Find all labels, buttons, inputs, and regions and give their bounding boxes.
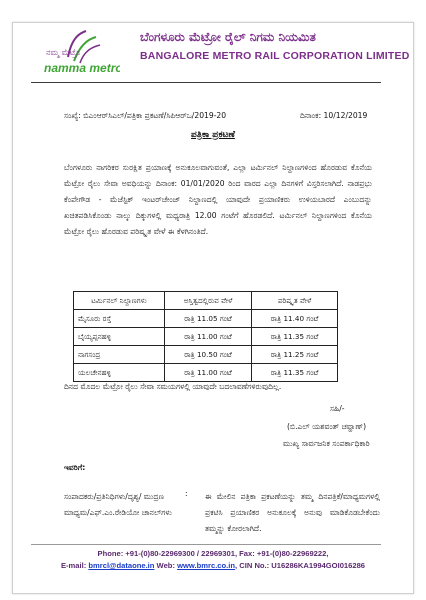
- signature-mark: ಸಹಿ/-: [330, 404, 345, 413]
- terminal-cell: ಬೈಯ್ಯಪ್ಪನಹಳ್ಳಿ: [74, 328, 165, 346]
- existing-time-cell: ರಾತ್ರಿ 11.00 ಗಂಟೆ: [165, 364, 252, 382]
- document-date: ದಿನಾಂಕ: 10/12/2019: [300, 111, 368, 120]
- cin-number: , CIN No.: U16286KA1994GOI016286: [235, 561, 366, 570]
- terminal-cell: ನಾಗಸಂದ್ರ: [74, 346, 165, 364]
- header-revised-time: ಪರಿಷ್ಕೃತ ವೇಳೆ: [252, 292, 338, 310]
- revised-time-cell: ರಾತ್ರಿ 11.35 ಗಂಟೆ: [252, 328, 338, 346]
- logo-text-kn: ನಮ್ಮ ಮೆಟ್ರೊ: [46, 48, 81, 57]
- org-name-english: BANGALORE METRO RAIL CORPORATION LIMITED: [140, 50, 410, 62]
- document-title: ಪತ್ರಿಕಾ ಪ್ರಕಟಣೆ: [191, 130, 235, 140]
- header-divider: [31, 82, 381, 83]
- header-terminal: ಟರ್ಮಿನಲ್ ನಿಲ್ದಾಣಗಳು: [74, 292, 165, 310]
- body-paragraph: ಬೆಂಗಳೂರು ನಾಗರಿಕರ ಸುರಕ್ಷಿತ ಪ್ರಯಾಣಕ್ಕೆ ಅನುಕೂಲವಾಗುವಂತೆ, ಎಲ್ಲಾ ಟರ್ಮಿನಲ್ ನಿಲ್ದಾಣಗಳಿಂದ ಹೊರಡುವ ಕೊನೆಯ ಮೆಟ್ರೋ ರೈಲು ಸೇವಾ ಅವಧಿಯನ್ನು ದಿನಾಂಕ: 01/01/2020 ರಿಂದ ವಾರದ ಎಲ್ಲಾ ದಿನಗಳಿಗೆ ವಿಸ್ತರಿಸಲಾಗಿದೆ. ನಾಡಪ್ರಭು ಕೆಂಪೇಗೌಡ - ಮೆಜೆಸ್ಟಿಕ್ ಇಂಟರ್‌ಚೇಂಜ್ ನಿಲ್ದಾಣದಲ್ಲಿ ಯಾವುದೇ ಪ್ರಯಾಣಿಕರು ಉಳಿಯಬಾರದೆ ಎಂಬುದನ್ನು ಖಚಿತಪಡಿಸಿಕೊಂಡು ನಾಲ್ಕು ದಿಕ್ಕುಗಳಲ್ಲಿ ಮಧ್ಯರಾತ್ರಿ 12.00 ಗಂಟೆಗೆ ಹೊರಡಲಿದೆ. ಟರ್ಮಿನಲ್ ನಿಲ್ದಾಣಗಳಿಂದ ಕೊನೆಯ ಮೆಟ್ರೋ ರೈಲು ಹೊರಡುವ ಪರಿಷ್ಕೃತ ವೇಳೆ ಈ ಕೆಳಗಿನಂತಿದೆ.: [64, 163, 372, 236]
- namma-metro-logo: [40, 27, 120, 77]
- revised-time-cell: ರಾತ್ರಿ 11.25 ಗಂಟೆ: [252, 346, 338, 364]
- terminal-cell: ಯಲಚೇನಹಳ್ಳಿ: [74, 364, 165, 382]
- website-link[interactable]: www.bmrc.co.in: [177, 561, 236, 570]
- existing-time-cell: ರಾತ್ರಿ 10.50 ಗಂಟೆ: [165, 346, 252, 364]
- signatory-designation: ಮುಖ್ಯ ಸಾರ್ವಜನಿಕ ಸಂಪರ್ಕಾಧಿಕಾರಿ: [283, 439, 370, 448]
- reference-number: ಸಂಖ್ಯೆ: ಬಿಎಂಆರ್‌ಸಿಎಲ್/ಪತ್ರಿಕಾ ಪ್ರಕಟಣೆ/ಸಿಪಿಆರ್‌ಒ/2019-20: [64, 111, 227, 120]
- table-header-row: [74, 292, 338, 310]
- footer-contact-web: [0, 561, 426, 570]
- table-row: [74, 310, 338, 328]
- org-name-kannada: ಬೆಂಗಳೂರು ಮೆಟ್ರೋ ರೈಲ್ ನಿಗಮ ನಿಯಮಿತ: [140, 30, 316, 44]
- first-train-note: ದಿನದ ಮೊದಲ ಮೆಟ್ರೋ ರೈಲು ಸೇವಾ ಸಮಯಗಳಲ್ಲಿ ಯಾವುದೇ ಬದಲಾವಣೆಗಳಿರುವುದಿಲ್ಲ.: [64, 382, 282, 391]
- footer-contact-phone: Phone: +91-(0)80-22969300 / 22969301, Fax: +91-(0)80-22969222,: [97, 549, 329, 558]
- revised-time-cell: ರಾತ್ರಿ 11.35 ಗಂಟೆ: [252, 364, 338, 382]
- publication-request: ಈ ಮೇಲಿನ ಪತ್ರಿಕಾ ಪ್ರಕಟಣೆಯನ್ನು ತಮ್ಮ ದಿನಪತ್ರಿಕೆ/ಮಾಧ್ಯಮಗಳಲ್ಲಿ ಪ್ರಕಟಿಸಿ ಪ್ರಯಾಣಿಕರ ಅನುಕೂಲಕ್ಕೆ ಅನುವು ಮಾಡಿಕೊಡಬೇಕೆಂದು ತಮ್ಮನ್ನು ಕೋರಲಾಗಿದೆ.: [205, 492, 380, 533]
- table-row: [74, 328, 338, 346]
- email-prefix: E-mail:: [60, 561, 89, 570]
- email-link[interactable]: bmrcl@dataone.in: [88, 561, 155, 570]
- web-prefix: Web:: [154, 561, 178, 570]
- terminal-cell: ಮೈಸೂರು ರಸ್ತೆ: [74, 310, 165, 328]
- table-row: [74, 364, 338, 382]
- recipients-list: ಸಂಪಾದಕರು/ಪ್ರತಿನಿಧಿಗಳು/ದೃಶ್ಯ/ ಮುದ್ರಣ ಮಾಧ್ಯಮ/ಎಫ್.ಎಂ.ರೇಡಿಯೋ ಚಾನಲ್‌ಗಳು: [64, 492, 172, 517]
- signatory-name: (ಬಿ.ಎಲ್ ಯಶವಂತ್ ಚವ್ಹಾಣ್): [287, 422, 367, 431]
- metro-logo-graphic: [40, 27, 120, 77]
- table-row: [74, 346, 338, 364]
- timings-table: [73, 291, 338, 382]
- revised-time-cell: ರಾತ್ರಿ 11.40 ಗಂಟೆ: [252, 310, 338, 328]
- existing-time-cell: ರಾತ್ರಿ 11.00 ಗಂಟೆ: [165, 328, 252, 346]
- existing-time-cell: ರಾತ್ರಿ 11.05 ಗಂಟೆ: [165, 310, 252, 328]
- logo-text-en: namma metro: [44, 61, 120, 75]
- recipients-label: ಇವರಿಗೆ:: [64, 463, 86, 472]
- footer-divider: [31, 544, 381, 545]
- header-existing-time: ಅಸ್ತಿತ್ವದಲ್ಲಿರುವ ವೇಳೆ: [165, 292, 252, 310]
- recipients-colon: :: [185, 489, 188, 498]
